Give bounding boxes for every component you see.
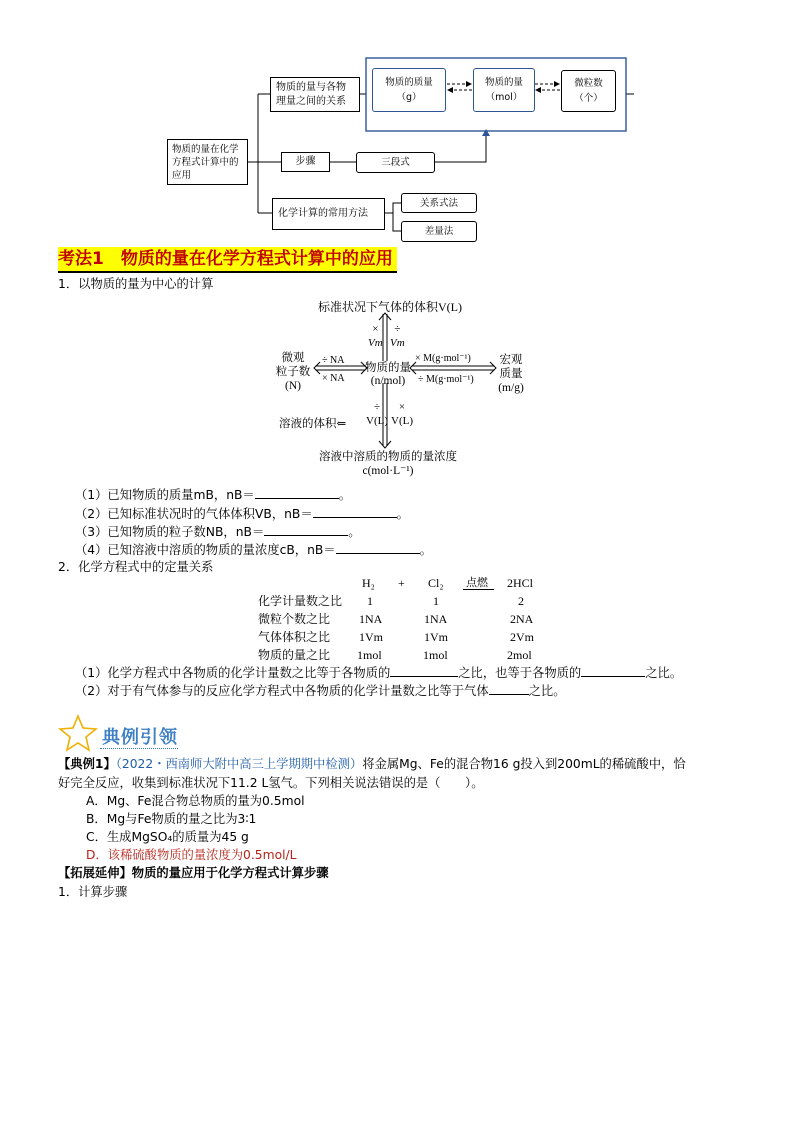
row-1-h2: 1 <box>367 594 373 608</box>
row-2-cl2: 1NA <box>424 612 448 626</box>
row-3-h2: 1Vm <box>359 630 383 644</box>
extension-tag: 【拓展延伸】 <box>58 866 132 880</box>
row-4-hcl: 2mol <box>507 648 532 662</box>
op-down-left <box>366 400 388 428</box>
example-1-line-1 <box>58 756 686 773</box>
mindmap-branch-methods: 化学计算的常用方法 <box>272 198 385 230</box>
answer-blank-2[interactable] <box>313 505 397 518</box>
question-1-period: 。 <box>338 488 352 502</box>
row-3-cl2: 1Vm <box>424 630 448 644</box>
op-down-right <box>391 400 413 428</box>
question-4-text: （4）已知溶液中溶质的物质的量浓度cB，nB＝ <box>75 543 336 557</box>
node-particles-label: 微粒数 <box>574 78 603 89</box>
mindmap-branch-steps: 步骤 <box>281 152 330 172</box>
question-3 <box>75 523 361 541</box>
row-4-h2: 1mol <box>357 648 382 662</box>
example-1-source: （2022・西南师大附中高三上学期期中检测） <box>115 757 363 771</box>
statement-2-part-a: （2）对于有气体参与的反应化学方程式中各物质的化学计量数之比等于气体 <box>75 684 489 698</box>
row-label-moles: 物质的量之比 <box>258 648 331 662</box>
mindmap-root: 物质的量在化学方程式计算中的应用 <box>167 139 248 185</box>
concentration-unit: c(mol·L⁻¹) <box>362 465 414 477</box>
example-1-line-2: 好完全反应，收集到标准状况下11.2 L氢气。下列相关说法错误的是（ ）。 <box>58 776 484 790</box>
item-1-heading: 1．以物质的量为中心的计算 <box>58 277 214 291</box>
example-1-tag: 【典例1】 <box>58 757 116 771</box>
diagram-macro-mass <box>494 353 528 395</box>
macro-label: 宏观 <box>499 354 523 366</box>
node-amount-label: 物质的量 <box>484 77 523 88</box>
mass-symbol: (m/g) <box>498 382 524 394</box>
row-label-particles: 微粒个数之比 <box>258 612 331 626</box>
statement-2-part-b: 之比。 <box>528 684 566 698</box>
statement-1-part-b: 之比，也等于各物质的 <box>458 666 582 680</box>
op-up-left <box>368 322 383 350</box>
extension-heading <box>58 865 329 882</box>
mindmap-node-three-stage: 三段式 <box>356 152 435 173</box>
option-c: C．生成MgSO₄的质量为45 g <box>86 830 249 844</box>
question-1-text: （1）已知物质的质量mB，nB＝ <box>75 488 255 502</box>
answer-blank-3[interactable] <box>264 523 348 536</box>
mass-label: 质量 <box>499 368 523 380</box>
micro-label: 微观 <box>281 352 305 364</box>
node-mass-unit: （g） <box>396 92 422 103</box>
row-4-cl2: 1mol <box>423 648 448 662</box>
question-3-period: 。 <box>348 525 361 539</box>
mindmap-branch-relations: 物质的量与各物理量之间的关系 <box>270 77 360 112</box>
row-label-coefficients: 化学计量数之比 <box>258 594 343 608</box>
particles-symbol: (N) <box>285 380 301 392</box>
op-down-volume: V(L) <box>366 415 388 427</box>
row-1-hcl: 2 <box>518 594 524 608</box>
statement-1-part-c: 之比。 <box>645 666 683 680</box>
mindmap-node-relation-method: 关系式法 <box>401 193 477 213</box>
op-up-div: ÷ <box>394 323 401 335</box>
diagram-gas-volume: 标准状况下气体的体积V(L) <box>318 300 462 314</box>
question-2-period: 。 <box>396 507 409 521</box>
diagram-concentration <box>316 450 460 478</box>
row-3-hcl: 2Vm <box>510 630 534 644</box>
example-banner-underline <box>100 748 178 749</box>
statement-2-blank[interactable] <box>489 682 529 695</box>
question-2-text: （2）已知标准状况时的气体体积VB，nB＝ <box>75 507 313 521</box>
mindmap-node-difference-method: 差量法 <box>401 221 477 242</box>
species-h2: H₂ <box>362 576 375 590</box>
diagram-micro-particles <box>273 351 313 393</box>
op-right-mul: × M(g·mol⁻¹) <box>415 353 471 364</box>
op-up-vm: Vm <box>368 337 383 349</box>
node-particles-unit: （个） <box>574 93 603 104</box>
particles-label: 粒子数 <box>275 366 311 378</box>
question-2 <box>75 505 409 523</box>
row-2-h2: 1NA <box>359 612 383 626</box>
reaction-condition: 点燃 <box>466 576 488 589</box>
op-left-div: ÷ NA <box>322 355 345 366</box>
statement-1 <box>75 664 682 682</box>
statement-1-blank-a[interactable] <box>390 664 458 677</box>
statement-1-part-a: （1）化学方程式中各物质的化学计量数之比等于各物质的 <box>75 666 391 680</box>
question-4 <box>75 541 432 559</box>
extension-title: 物质的量应用于化学方程式计算步骤 <box>131 866 329 880</box>
op-up-vm2: Vm <box>390 337 405 349</box>
section-title: 考法1 物质的量在化学方程式计算中的应用 <box>58 247 397 273</box>
op-up-right <box>390 322 405 350</box>
amount-label: 物质的量 <box>365 362 411 374</box>
op-down-div: ÷ <box>373 401 381 413</box>
row-label-volume: 气体体积之比 <box>258 630 331 644</box>
node-amount-unit: （mol） <box>485 92 523 103</box>
reaction-arrow-line <box>463 589 494 590</box>
answer-blank-1[interactable] <box>255 486 339 499</box>
diagram-amount <box>362 362 414 388</box>
example-banner-title: 典例引领 <box>102 727 178 748</box>
question-3-text: （3）已知物质的粒子数NB，nB＝ <box>75 525 265 539</box>
statement-2 <box>75 682 566 700</box>
item-3-heading: 1．计算步骤 <box>58 885 128 899</box>
amount-unit: (n/mol) <box>370 375 406 387</box>
star-icon <box>58 714 98 752</box>
answer-blank-4[interactable] <box>336 541 420 554</box>
row-1-cl2: 1 <box>433 594 439 608</box>
question-4-period: 。 <box>419 543 432 557</box>
concentration-label: 溶液中溶质的物质的量浓度 <box>319 451 457 463</box>
question-1 <box>75 486 351 504</box>
example-1-text-1: 将金属Mg、Fe的混合物16 g投入到200mL的稀硫酸中，恰 <box>362 757 686 771</box>
species-hcl: 2HCl <box>507 576 534 590</box>
species-cl2: Cl₂ <box>428 576 444 590</box>
option-b: B．Mg与Fe物质的量之比为3∶1 <box>86 812 257 826</box>
statement-1-blank-b[interactable] <box>581 664 645 677</box>
diagram-solution-volume: 溶液的体积⇐ <box>279 418 347 430</box>
option-d: D．该稀硫酸物质的量浓度为0.5mol/L <box>86 848 297 862</box>
op-left-mul: × NA <box>322 373 345 384</box>
item-2-heading: 2．化学方程式中的定量关系 <box>58 560 214 574</box>
row-2-hcl: 2NA <box>510 612 534 626</box>
op-right-div: ÷ M(g·mol⁻¹) <box>418 374 474 385</box>
node-mass-label: 物质的质量 <box>385 77 433 88</box>
species-plus: + <box>398 576 405 590</box>
option-a: A．Mg、Fe混合物总物质的量为0.5mol <box>86 794 305 808</box>
op-up-mul: × <box>372 323 379 335</box>
op-down-volume2: V(L) <box>391 415 413 427</box>
op-down-mul: × <box>398 401 406 413</box>
